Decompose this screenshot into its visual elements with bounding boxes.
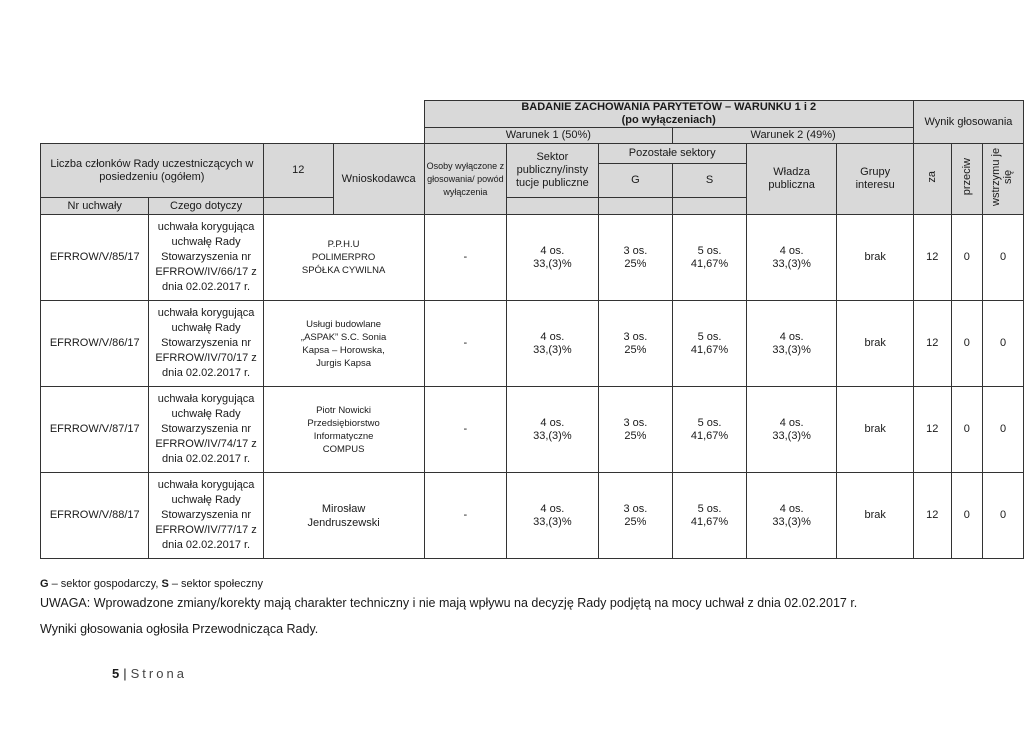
czego-line: dnia 02.02.2017 r. <box>162 453 251 465</box>
czego-line: EFRROW/IV/66/17 z <box>155 266 257 278</box>
sektor-spacer <box>507 198 598 215</box>
s-cell <box>673 301 747 387</box>
liczba-czlonkow-label: Liczba członków Rady uczestniczących w posiedzeniu (ogółem) <box>41 144 264 198</box>
wladza-publiczna-header: Władza publiczna <box>746 144 837 215</box>
czego-line: dnia 02.02.2017 r. <box>162 281 251 293</box>
wnioskodawca-line: POLIMERPRO <box>311 252 376 263</box>
resolutions-table <box>40 100 1024 559</box>
liczba-czlonkow-value: 12 <box>263 144 333 198</box>
count: 4 os. <box>779 416 804 429</box>
percent: 41,67% <box>690 429 729 442</box>
wynik-glosowania-header: Wynik głosowania <box>913 101 1023 144</box>
count: 4 os. <box>540 330 565 343</box>
wstrzymuje-cell: 0 <box>983 387 1024 473</box>
osoby-cell: - <box>424 215 507 301</box>
badanie-title-cell <box>424 101 913 128</box>
wnioskodawca-line: Mirosław <box>321 502 366 515</box>
percent: 41,67% <box>690 515 729 528</box>
pozostale-sektory-header: Pozostałe sektory <box>598 144 746 164</box>
s-cell <box>673 215 747 301</box>
wstrzymuje-label: wstrzymu je się <box>990 147 1014 207</box>
osoby-cell: - <box>424 301 507 387</box>
percent: 25% <box>624 429 647 442</box>
table-row <box>41 387 1024 473</box>
wnioskodawca-cell <box>263 301 424 387</box>
sector-legend <box>40 578 263 590</box>
wnioskodawca-cell <box>263 473 424 559</box>
wladza-publiczna-cell <box>746 215 837 301</box>
za-cell: 12 <box>913 387 951 473</box>
wstrzymuje-cell: 0 <box>983 301 1024 387</box>
wnioskodawca-cell <box>263 215 424 301</box>
czego-line: Stowarzyszenia nr <box>161 423 252 435</box>
count: 4 os. <box>779 502 804 515</box>
czego-dotyczy-cell <box>149 215 263 301</box>
przeciw-header <box>951 144 982 215</box>
wladza-publiczna-cell <box>746 301 837 387</box>
count: 4 os. <box>540 416 565 429</box>
czego-line: uchwała korygująca <box>157 479 255 491</box>
nr-uchwaly-cell: EFRROW/V/88/17 <box>41 473 149 559</box>
warunek1-header: Warunek 1 (50%) <box>424 128 673 144</box>
przeciw-cell: 0 <box>951 473 982 559</box>
s-cell <box>673 473 747 559</box>
przeciw-label: przeciw <box>960 158 973 196</box>
sektor-publiczny-cell <box>507 387 598 473</box>
percent: 33,(3)% <box>533 429 572 442</box>
wnioskodawca-line: Jurgis Kapsa <box>316 357 372 369</box>
wstrzymuje-cell: 0 <box>983 473 1024 559</box>
percent: 33,(3)% <box>772 257 811 270</box>
wnioskodawca-line: Usługi budowlane <box>306 318 382 330</box>
przeciw-cell: 0 <box>951 215 982 301</box>
g-cell <box>598 301 673 387</box>
percent: 33,(3)% <box>533 257 572 270</box>
percent: 33,(3)% <box>772 515 811 528</box>
s-cell <box>673 387 747 473</box>
percent: 25% <box>624 515 647 528</box>
uwaga-note: UWAGA: Wprowadzone zmiany/korekty mają charakter techniczny i nie mają wpływu na decyzję Rady podjętą na mocy uchwał z dnia 02.02.2017 r. <box>40 596 858 610</box>
czego-line: Stowarzyszenia nr <box>161 509 252 521</box>
grupy-interesu-cell: brak <box>837 473 913 559</box>
percent: 41,67% <box>690 343 729 356</box>
wnioskodawca-line: Kapsa – Horowska, <box>302 344 385 356</box>
czego-dotyczy-cell <box>149 387 263 473</box>
wnioskodawca-line: Jendruszewski <box>307 516 380 529</box>
table-row <box>41 473 1024 559</box>
nr-uchwaly-cell: EFRROW/V/85/17 <box>41 215 149 301</box>
percent: 33,(3)% <box>772 343 811 356</box>
count: 5 os. <box>697 502 722 515</box>
wnioskodawca-cell <box>263 387 424 473</box>
count: 5 os. <box>697 330 722 343</box>
grupy-interesu-cell: brak <box>837 215 913 301</box>
grupy-interesu-cell: brak <box>837 387 913 473</box>
sektor-publiczny-header: Sektor publiczny/insty tucje publiczne <box>507 144 598 198</box>
percent: 33,(3)% <box>533 515 572 528</box>
g-cell <box>598 387 673 473</box>
za-cell: 12 <box>913 301 951 387</box>
grupy-interesu-header: Grupy interesu <box>837 144 913 215</box>
za-cell: 12 <box>913 215 951 301</box>
wnioskodawca-line: P.P.H.U <box>327 239 360 250</box>
osoby-wylaczone-header: Osoby wyłączone z głosowania/ powód wyłączenia <box>424 144 507 215</box>
liczba-spacer <box>263 198 333 215</box>
osoby-cell: - <box>424 473 507 559</box>
za-header <box>913 144 951 215</box>
legend-s-text: – sektor społeczny <box>168 578 263 590</box>
czego-dotyczy-cell <box>149 473 263 559</box>
percent: 25% <box>624 343 647 356</box>
grupy-interesu-cell: brak <box>837 301 913 387</box>
wnioskodawca-line: Przedsiębiorstwo <box>307 417 380 429</box>
page-number <box>112 666 187 681</box>
czego-line: EFRROW/IV/74/17 z <box>155 438 257 450</box>
percent: 33,(3)% <box>772 429 811 442</box>
s-spacer <box>673 198 747 215</box>
czego-line: Stowarzyszenia nr <box>161 251 252 263</box>
za-label: za <box>926 171 939 183</box>
g-cell <box>598 215 673 301</box>
legend-g-key: G <box>40 578 49 590</box>
count: 4 os. <box>540 244 565 257</box>
czego-line: uchwałę Rady <box>171 408 241 420</box>
czego-line: EFRROW/IV/77/17 z <box>155 524 257 536</box>
czego-line: uchwała korygująca <box>157 393 255 405</box>
czego-line: dnia 02.02.2017 r. <box>162 539 251 551</box>
wladza-publiczna-cell <box>746 473 837 559</box>
page-separator: | <box>123 666 127 681</box>
osoby-cell: - <box>424 387 507 473</box>
legend-s-key: S <box>161 578 169 590</box>
warunek2-header: Warunek 2 (49%) <box>673 128 914 144</box>
czego-line: uchwałę Rady <box>171 322 241 334</box>
wstrzymuje-cell: 0 <box>983 215 1024 301</box>
czego-line: Stowarzyszenia nr <box>161 337 252 349</box>
wstrzymuje-header <box>983 144 1024 215</box>
legend-g-text: – sektor gospodarczy, <box>48 578 162 590</box>
przeciw-cell: 0 <box>951 301 982 387</box>
czego-line: uchwałę Rady <box>171 236 241 248</box>
za-cell: 12 <box>913 473 951 559</box>
page-number-value: 5 <box>112 666 120 681</box>
table-row <box>41 301 1024 387</box>
czego-line: uchwała korygująca <box>157 221 255 233</box>
count: 3 os. <box>623 416 648 429</box>
czego-line: EFRROW/IV/70/17 z <box>155 352 257 364</box>
czego-dotyczy-cell <box>149 301 263 387</box>
wnioskodawca-line: SPÓŁKA CYWILNA <box>301 265 386 276</box>
badanie-title: BADANIE ZACHOWANIA PARYTETÓW – WARUNKU 1 i 2 <box>521 101 817 113</box>
czego-dotyczy-header: Czego dotyczy <box>149 198 263 215</box>
sektor-publiczny-cell <box>507 215 598 301</box>
badanie-subtitle: (po wyłączeniach) <box>621 114 716 126</box>
wnioskodawca-line: Piotr Nowicki <box>316 404 372 416</box>
wnioskodawca-line: COMPUS <box>322 443 365 455</box>
percent: 25% <box>624 257 647 270</box>
g-header: G <box>598 164 673 198</box>
count: 4 os. <box>540 502 565 515</box>
count: 4 os. <box>779 244 804 257</box>
count: 5 os. <box>697 416 722 429</box>
count: 3 os. <box>623 244 648 257</box>
wladza-publiczna-cell <box>746 387 837 473</box>
nr-uchwaly-cell: EFRROW/V/86/17 <box>41 301 149 387</box>
s-header: S <box>673 164 747 198</box>
count: 4 os. <box>779 330 804 343</box>
przeciw-cell: 0 <box>951 387 982 473</box>
page-label: Strona <box>130 666 187 681</box>
czego-line: uchwała korygująca <box>157 307 255 319</box>
percent: 33,(3)% <box>533 343 572 356</box>
czego-line: uchwałę Rady <box>171 494 241 506</box>
wnioskodawca-line: Informatyczne <box>313 430 374 442</box>
g-spacer <box>598 198 673 215</box>
sektor-publiczny-cell <box>507 473 598 559</box>
nr-uchwaly-header: Nr uchwały <box>41 198 149 215</box>
table-row <box>41 215 1024 301</box>
wnioskodawca-header: Wnioskodawca <box>333 144 424 215</box>
czego-line: dnia 02.02.2017 r. <box>162 367 251 379</box>
count: 3 os. <box>623 330 648 343</box>
count: 3 os. <box>623 502 648 515</box>
count: 5 os. <box>697 244 722 257</box>
g-cell <box>598 473 673 559</box>
wnioskodawca-line: „ASPAK” S.C. Sonia <box>300 331 387 343</box>
wyniki-note: Wyniki głosowania ogłosiła Przewodnicząca Rady. <box>40 622 319 636</box>
sektor-publiczny-cell <box>507 301 598 387</box>
percent: 41,67% <box>690 257 729 270</box>
nr-uchwaly-cell: EFRROW/V/87/17 <box>41 387 149 473</box>
